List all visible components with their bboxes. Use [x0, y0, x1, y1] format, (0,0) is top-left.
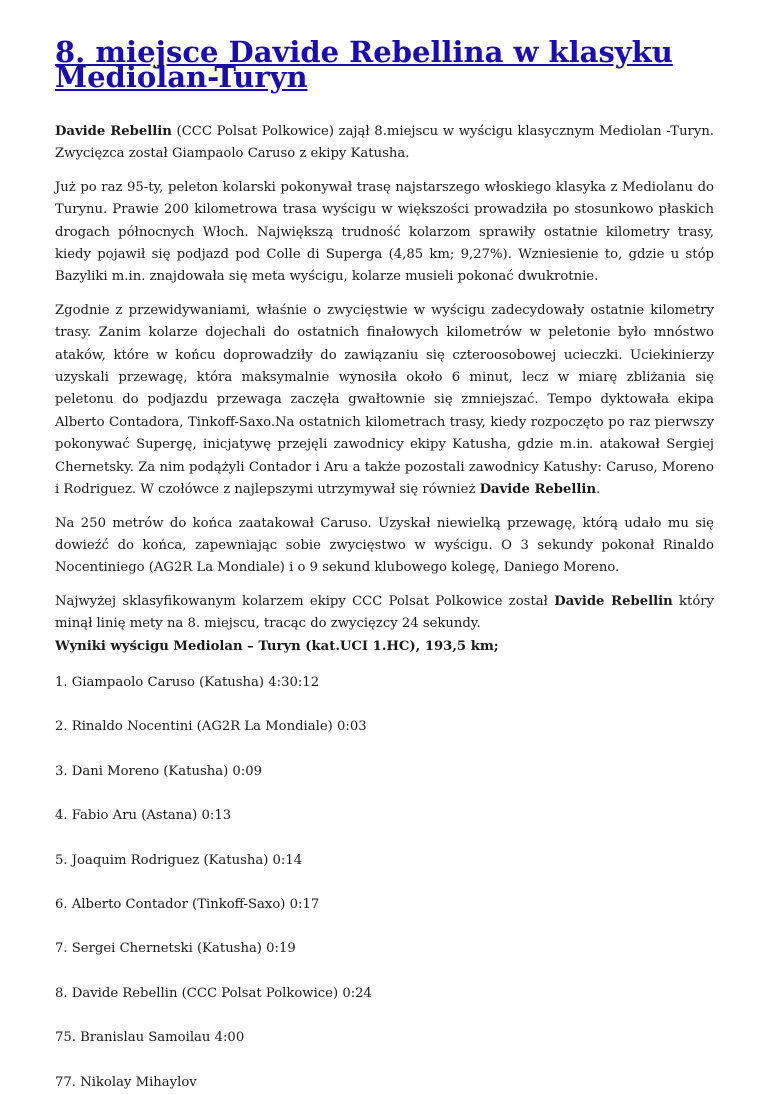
list-item: 75. Branislau Samoilau 4:00	[55, 1030, 245, 1046]
rider-name-bold: Davide Rebellin	[479, 482, 597, 498]
list-item: 6. Alberto Contador (Tinkoff-Saxo) 0:17	[55, 896, 320, 912]
results-heading	[55, 636, 714, 658]
team-result-text: Najwyżej sklasyfikowanym kolarzem ekipy CCC Polsat Polkowice został	[55, 593, 555, 609]
list-item: 3. Dani Moreno (Katusha) 0:09	[55, 763, 263, 779]
results-list	[55, 672, 714, 1094]
results-heading-text: Wyniki wyścigu Mediolan – Turyn (kat.UCI 1.HC), 193,5 km;	[55, 638, 499, 654]
intro-text: (CCC Polsat Polkowice) zajął 8.miejscu w wyścigu klasycznym Mediolan -Turyn. Zwycięzca został Giampaolo Caruso z ekipy Katusha.	[55, 124, 714, 162]
team-result-end: który minął linię mety na 8. miejscu, tracąc do zwycięzcy 24 sekundy.	[55, 593, 715, 632]
rider-name-bold: Davide Rebellin	[554, 593, 673, 609]
list-item: 8. Davide Rebellin (CCC Polsat Polkowice) 0:24	[55, 985, 372, 1001]
paragraph-team-result	[55, 591, 714, 636]
finale-end: .	[596, 482, 601, 498]
list-item: 5. Joaquim Rodriguez (Katusha) 0:14	[55, 852, 303, 868]
list-item: 1. Giampaolo Caruso (Katusha) 4:30:12	[55, 674, 320, 690]
list-item: 7. Sergei Chernetski (Katusha) 0:19	[55, 941, 296, 957]
paragraph-race-history: Już po raz 95-ty, peleton kolarski pokonywał trasę najstarszego włoskiego klasyka z Mediolanu do Turynu. Prawie 200 kilometrowa trasa wyścigu w większości prowadziła po stosunkowo płaskich drogach północnych Włoch. Największą trudność kolarzom sprawiły ostatnie kilometry trasy, kiedy pojawił się podjazd pod Colle di Superga (4,85 km; 9,27%). Wzniesienie to, gdzie u stóp Bazyliki m.in. znajdowała się meta wyścigu, kolarze musieli pokonać dwukrotnie.	[55, 179, 714, 285]
list-item: 2. Rinaldo Nocentini (AG2R La Mondiale) 0:03	[55, 719, 367, 735]
article	[55, 35, 715, 1094]
rider-name-bold: Davide Rebellin	[55, 124, 172, 139]
list-item: 77. Nikolay Mihaylov	[55, 1074, 197, 1090]
paragraph-sprint: Na 250 metrów do końca zaatakował Caruso. Uzyskał niewielką przewagę, którą udało mu się dowieźć do końca, zapewniając sobie zwycięstwo w wyścigu. O 3 sekundy pokonał Rinaldo Nocentiniego (AG2R La Mondiale) i o 9 sekund klubowego kolegę, Daniego Moreno.	[55, 515, 714, 576]
article-title-link[interactable]: 8. miejsce Davide Rebellina w klasyku Mediolan-Turyn	[55, 35, 673, 94]
paragraph-race-finale	[55, 300, 714, 502]
list-item: 4. Fabio Aru (Astana) 0:13	[55, 808, 232, 824]
finale-text: Zgodnie z przewidywaniami, właśnie o zwycięstwie w wyścigu zadecydowały ostatnie kilometry trasy. Zanim kolarze dojechali do ostatnich finałowych kilometrów w peletonie było mnóstwo ataków, które w końcu doprowadziły do zawiązaniu się czteroosobowej ucieczki. Uciekinierzy uzyskali przewagę, która maksymalnie wynosiła około 6 minut, lecz w miarę zbliżania się peletonu do podjazdu przewaga zaczęła gwałtownie się zmniejszać. Tempo dyktowała ekipa Alberto Contadora, Tinkoff-Saxo.Na ostatnich kilometrach trasy, kiedy rozpoczęto po raz pierwszy pokonywać Supergę, inicjatywę przejęli zawodnicy ekipy Katusha, gdzie m.in. atakował Sergiej Chernetsky. Za nim podążyli Contador i Aru a także pozostali zawodnicy Katushy: Caruso, Moreno i Rodriguez. W czołówce z najlepszymi utrzymywał się również	[55, 302, 714, 498]
intro-paragraph	[55, 121, 714, 166]
